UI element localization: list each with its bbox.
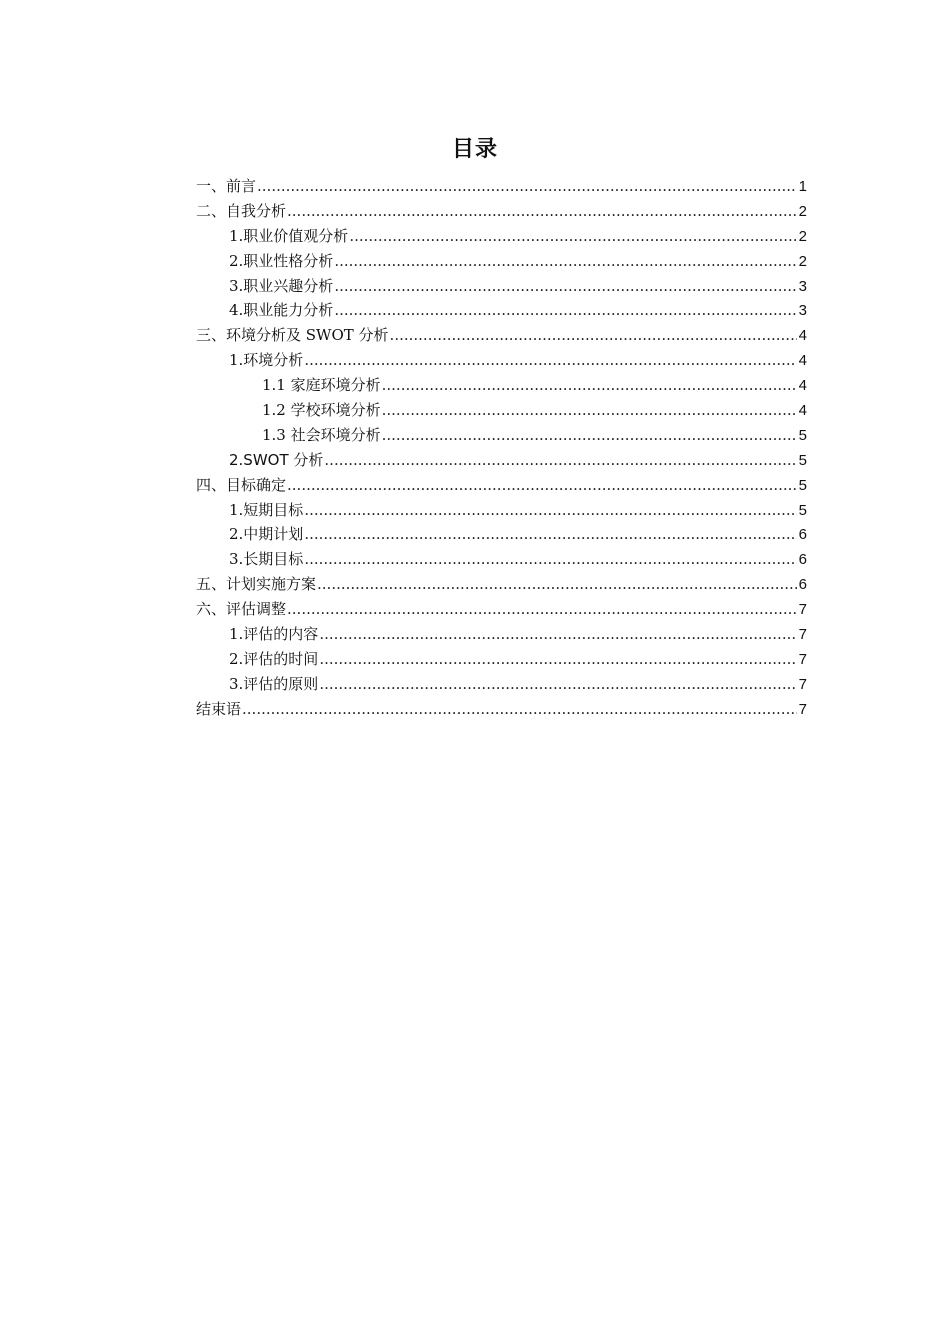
toc-entry-label: 2.SWOT 分析 xyxy=(229,450,324,469)
toc-dot-leader xyxy=(287,199,797,224)
toc-entry-environment-analysis[interactable] xyxy=(196,348,807,373)
toc-dot-leader xyxy=(257,174,797,199)
toc-dot-leader xyxy=(349,224,797,249)
toc-entry-evaluation-adjustment[interactable] xyxy=(196,597,807,622)
toc-page-number: 6 xyxy=(798,526,807,544)
toc-page-number: 5 xyxy=(798,501,807,519)
toc-entry-label: 4.职业能力分析 xyxy=(229,301,334,320)
toc-page-number: 2 xyxy=(798,202,807,220)
toc-dot-leader xyxy=(304,348,797,373)
toc-dot-leader xyxy=(319,622,797,647)
toc-entry-label: 1.3 社会环境分析 xyxy=(262,425,381,444)
toc-dot-leader xyxy=(334,298,797,323)
toc-entry-swot-analysis[interactable] xyxy=(196,448,807,473)
toc-entry-career-values[interactable] xyxy=(196,224,807,249)
toc-page-number: 5 xyxy=(798,451,807,469)
toc-page-number: 7 xyxy=(798,675,807,693)
toc-page-number: 6 xyxy=(798,551,807,569)
toc-dot-leader xyxy=(334,274,797,299)
toc-entry-goal-setting[interactable] xyxy=(196,473,807,498)
toc-page-number: 4 xyxy=(798,352,807,370)
toc-dot-leader xyxy=(382,373,797,398)
toc-entry-evaluation-principle[interactable] xyxy=(196,672,807,697)
toc-page-number: 5 xyxy=(798,476,807,494)
toc-entry-label: 2.中期计划 xyxy=(229,525,304,544)
toc-entry-label: 三、环境分析及 SWOT 分析 xyxy=(196,326,389,345)
toc-page-number: 4 xyxy=(798,402,807,420)
toc-entry-label: 3.长期目标 xyxy=(229,550,304,569)
toc-entry-evaluation-time[interactable] xyxy=(196,647,807,672)
toc-page-number: 7 xyxy=(798,700,807,718)
toc-page-number: 3 xyxy=(798,302,807,320)
toc-dot-leader xyxy=(304,498,797,523)
toc-entry-label: 1.1 家庭环境分析 xyxy=(262,376,381,395)
toc-dot-leader xyxy=(287,597,797,622)
toc-entry-conclusion[interactable] xyxy=(196,697,807,722)
toc-page-number: 6 xyxy=(798,576,807,594)
toc-page-number: 2 xyxy=(798,227,807,245)
toc-page-number: 5 xyxy=(798,426,807,444)
toc-entry-label: 一、前言 xyxy=(196,177,257,195)
toc-page-number: 7 xyxy=(798,626,807,644)
toc-entry-label: 1.环境分析 xyxy=(229,351,304,370)
toc-page-number: 4 xyxy=(798,377,807,395)
toc-dot-leader xyxy=(382,423,797,448)
toc-entry-family-environment[interactable] xyxy=(196,373,807,398)
toc-dot-leader xyxy=(317,572,797,597)
toc-page-number: 3 xyxy=(798,277,807,295)
toc-entry-label: 二、自我分析 xyxy=(196,201,287,220)
toc-entry-label: 3.职业兴趣分析 xyxy=(229,276,334,295)
toc-entry-career-personality[interactable] xyxy=(196,249,807,274)
toc-dot-leader xyxy=(242,697,797,722)
toc-entry-implementation-plan[interactable] xyxy=(196,572,807,597)
toc-page-number: 7 xyxy=(798,650,807,668)
toc-entry-label: 五、计划实施方案 xyxy=(196,575,317,594)
toc-dot-leader xyxy=(324,448,797,473)
toc-entry-label: 结束语 xyxy=(196,699,242,718)
toc-entry-label: 1.2 学校环境分析 xyxy=(262,401,381,420)
toc-entry-label: 1.短期目标 xyxy=(229,500,304,519)
toc-entry-label: 2.评估的时间 xyxy=(229,649,319,668)
toc-dot-leader xyxy=(304,547,797,572)
toc-page-number: 4 xyxy=(798,327,807,345)
toc-entry-short-term-goal[interactable] xyxy=(196,498,807,523)
toc-entry-label: 1.评估的内容 xyxy=(229,625,319,644)
toc-dot-leader xyxy=(319,647,797,672)
toc-entry-label: 2.职业性格分析 xyxy=(229,251,334,270)
toc-entry-career-ability[interactable] xyxy=(196,298,807,323)
toc-entry-label: 四、目标确定 xyxy=(196,475,287,494)
toc-entry-social-environment[interactable] xyxy=(196,423,807,448)
toc-page-number: 2 xyxy=(798,252,807,270)
toc-dot-leader xyxy=(382,398,797,423)
toc-entry-self-analysis[interactable] xyxy=(196,199,807,224)
toc-entry-school-environment[interactable] xyxy=(196,398,807,423)
toc-entry-evaluation-content[interactable] xyxy=(196,622,807,647)
toc-entry-label: 1.职业价值观分析 xyxy=(229,226,349,245)
toc-page-number: 1 xyxy=(798,178,807,195)
toc-entry-preface[interactable] xyxy=(196,174,807,199)
toc-dot-leader xyxy=(287,473,797,498)
toc-dot-leader xyxy=(334,249,797,274)
toc-page-number: 7 xyxy=(798,601,807,619)
toc-title: 目录 xyxy=(451,137,498,162)
table-of-contents xyxy=(196,174,807,722)
toc-dot-leader xyxy=(390,323,797,348)
toc-entry-label: 3.评估的原则 xyxy=(229,674,319,693)
toc-entry-career-interest[interactable] xyxy=(196,274,807,299)
toc-entry-label: 六、评估调整 xyxy=(196,600,287,619)
toc-dot-leader xyxy=(319,672,797,697)
toc-entry-environment-swot[interactable] xyxy=(196,323,807,348)
toc-entry-long-term-goal[interactable] xyxy=(196,547,807,572)
toc-entry-mid-term-plan[interactable] xyxy=(196,522,807,547)
toc-dot-leader xyxy=(304,522,797,547)
